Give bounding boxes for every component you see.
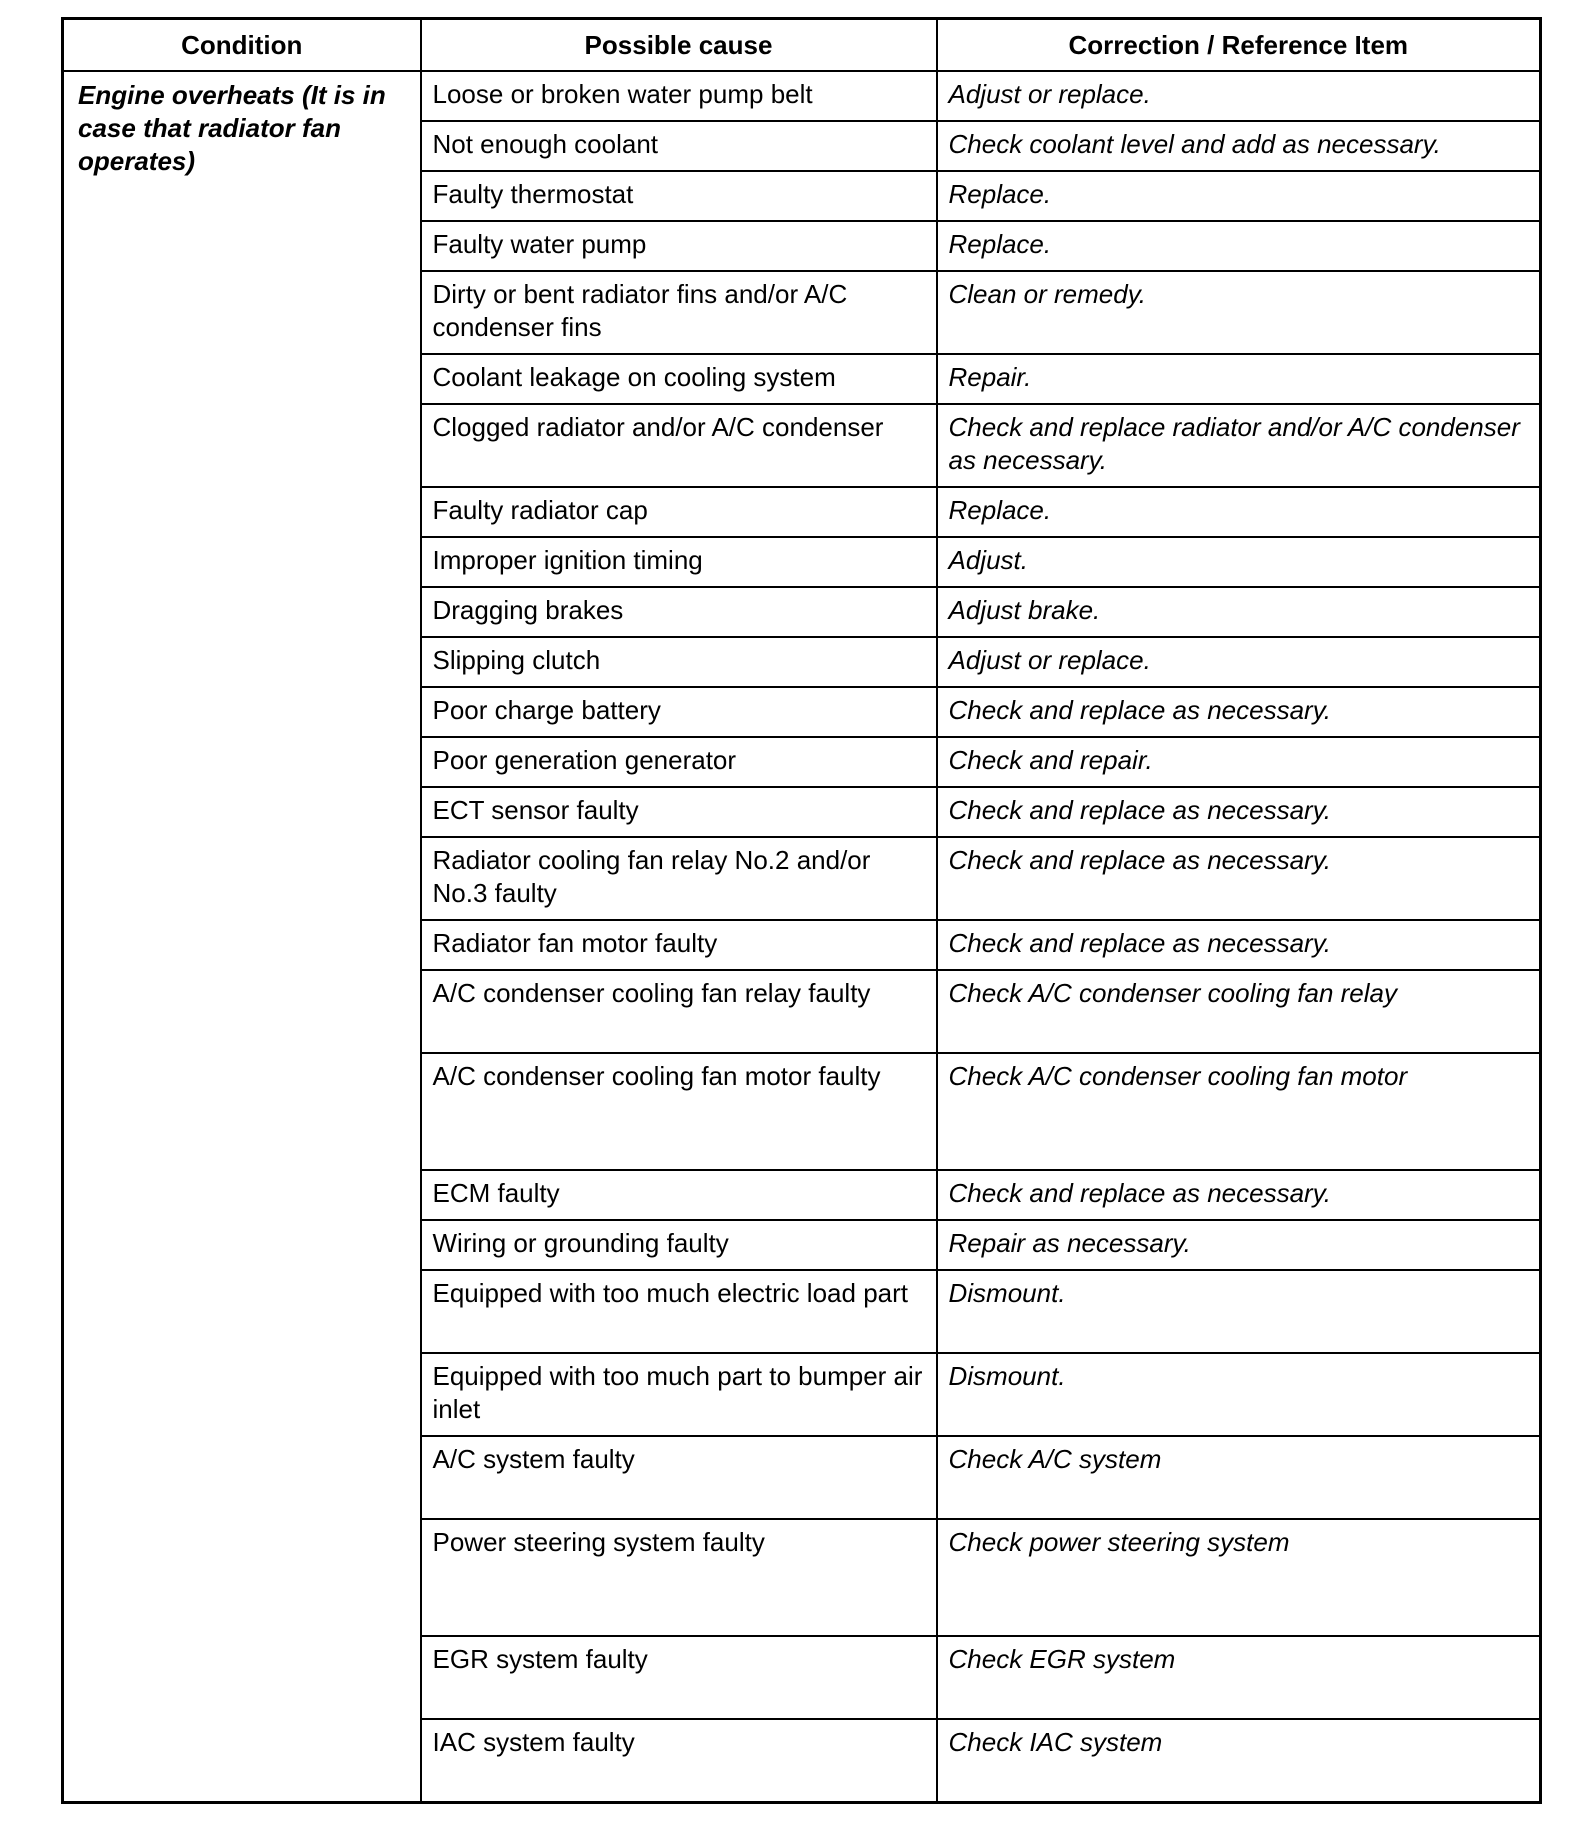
correction-cell: Check and replace as necessary.	[937, 1170, 1541, 1220]
table-row	[63, 71, 1541, 121]
header-row	[63, 19, 1541, 72]
correction-cell: Dismount.	[937, 1270, 1541, 1353]
possible-cause-cell: Not enough coolant	[421, 121, 937, 171]
correction-cell: Check and replace as necessary.	[937, 687, 1541, 737]
correction-cell: Check EGR system	[937, 1636, 1541, 1719]
possible-cause-cell: Faulty thermostat	[421, 171, 937, 221]
correction-cell: Adjust.	[937, 537, 1541, 587]
possible-cause-cell: ECT sensor faulty	[421, 787, 937, 837]
possible-cause-cell: Loose or broken water pump belt	[421, 71, 937, 121]
header-correction: Correction / Reference Item	[937, 19, 1541, 72]
correction-cell: Adjust brake.	[937, 587, 1541, 637]
possible-cause-cell: IAC system faulty	[421, 1719, 937, 1802]
correction-cell: Repair as necessary.	[937, 1220, 1541, 1270]
possible-cause-cell: Faulty water pump	[421, 221, 937, 271]
correction-cell: Check IAC system	[937, 1719, 1541, 1802]
possible-cause-cell: A/C system faulty	[421, 1436, 937, 1519]
troubleshooting-table	[61, 17, 1542, 1804]
correction-cell: Check A/C condenser cooling fan motor	[937, 1053, 1541, 1170]
possible-cause-cell: Power steering system faulty	[421, 1519, 937, 1636]
correction-cell: Adjust or replace.	[937, 71, 1541, 121]
correction-cell: Check and replace as necessary.	[937, 837, 1541, 920]
correction-cell: Dismount.	[937, 1353, 1541, 1436]
correction-cell: Check A/C condenser cooling fan relay	[937, 970, 1541, 1053]
correction-cell: Check coolant level and add as necessary.	[937, 121, 1541, 171]
possible-cause-cell: ECM faulty	[421, 1170, 937, 1220]
condition-cell: Engine overheats (It is in case that radiator fan operates)	[63, 71, 421, 1802]
possible-cause-cell: Coolant leakage on cooling system	[421, 354, 937, 404]
correction-cell: Clean or remedy.	[937, 271, 1541, 354]
possible-cause-cell: Clogged radiator and/or A/C condenser	[421, 404, 937, 487]
possible-cause-cell: A/C condenser cooling fan motor faulty	[421, 1053, 937, 1170]
possible-cause-cell: Dragging brakes	[421, 587, 937, 637]
correction-cell: Check and repair.	[937, 737, 1541, 787]
possible-cause-cell: Equipped with too much part to bumper air inlet	[421, 1353, 937, 1436]
possible-cause-cell: Improper ignition timing	[421, 537, 937, 587]
correction-cell: Replace.	[937, 487, 1541, 537]
correction-cell: Check and replace as necessary.	[937, 920, 1541, 970]
possible-cause-cell: Equipped with too much electric load part	[421, 1270, 937, 1353]
correction-cell: Check and replace radiator and/or A/C condenser as necessary.	[937, 404, 1541, 487]
possible-cause-cell: Poor generation generator	[421, 737, 937, 787]
possible-cause-cell: Faulty radiator cap	[421, 487, 937, 537]
correction-cell: Replace.	[937, 171, 1541, 221]
possible-cause-cell: Radiator cooling fan relay No.2 and/or No.3 faulty	[421, 837, 937, 920]
possible-cause-cell: Dirty or bent radiator fins and/or A/C condenser fins	[421, 271, 937, 354]
correction-cell: Adjust or replace.	[937, 637, 1541, 687]
possible-cause-cell: Poor charge battery	[421, 687, 937, 737]
correction-cell: Check power steering system	[937, 1519, 1541, 1636]
possible-cause-cell: Slipping clutch	[421, 637, 937, 687]
possible-cause-cell: Radiator fan motor faulty	[421, 920, 937, 970]
correction-cell: Check A/C system	[937, 1436, 1541, 1519]
correction-cell: Check and replace as necessary.	[937, 787, 1541, 837]
header-possible-cause: Possible cause	[421, 19, 937, 72]
possible-cause-cell: A/C condenser cooling fan relay faulty	[421, 970, 937, 1053]
correction-cell: Replace.	[937, 221, 1541, 271]
possible-cause-cell: EGR system faulty	[421, 1636, 937, 1719]
table-body	[63, 71, 1541, 1802]
possible-cause-cell: Wiring or grounding faulty	[421, 1220, 937, 1270]
correction-cell: Repair.	[937, 354, 1541, 404]
header-condition: Condition	[63, 19, 421, 72]
